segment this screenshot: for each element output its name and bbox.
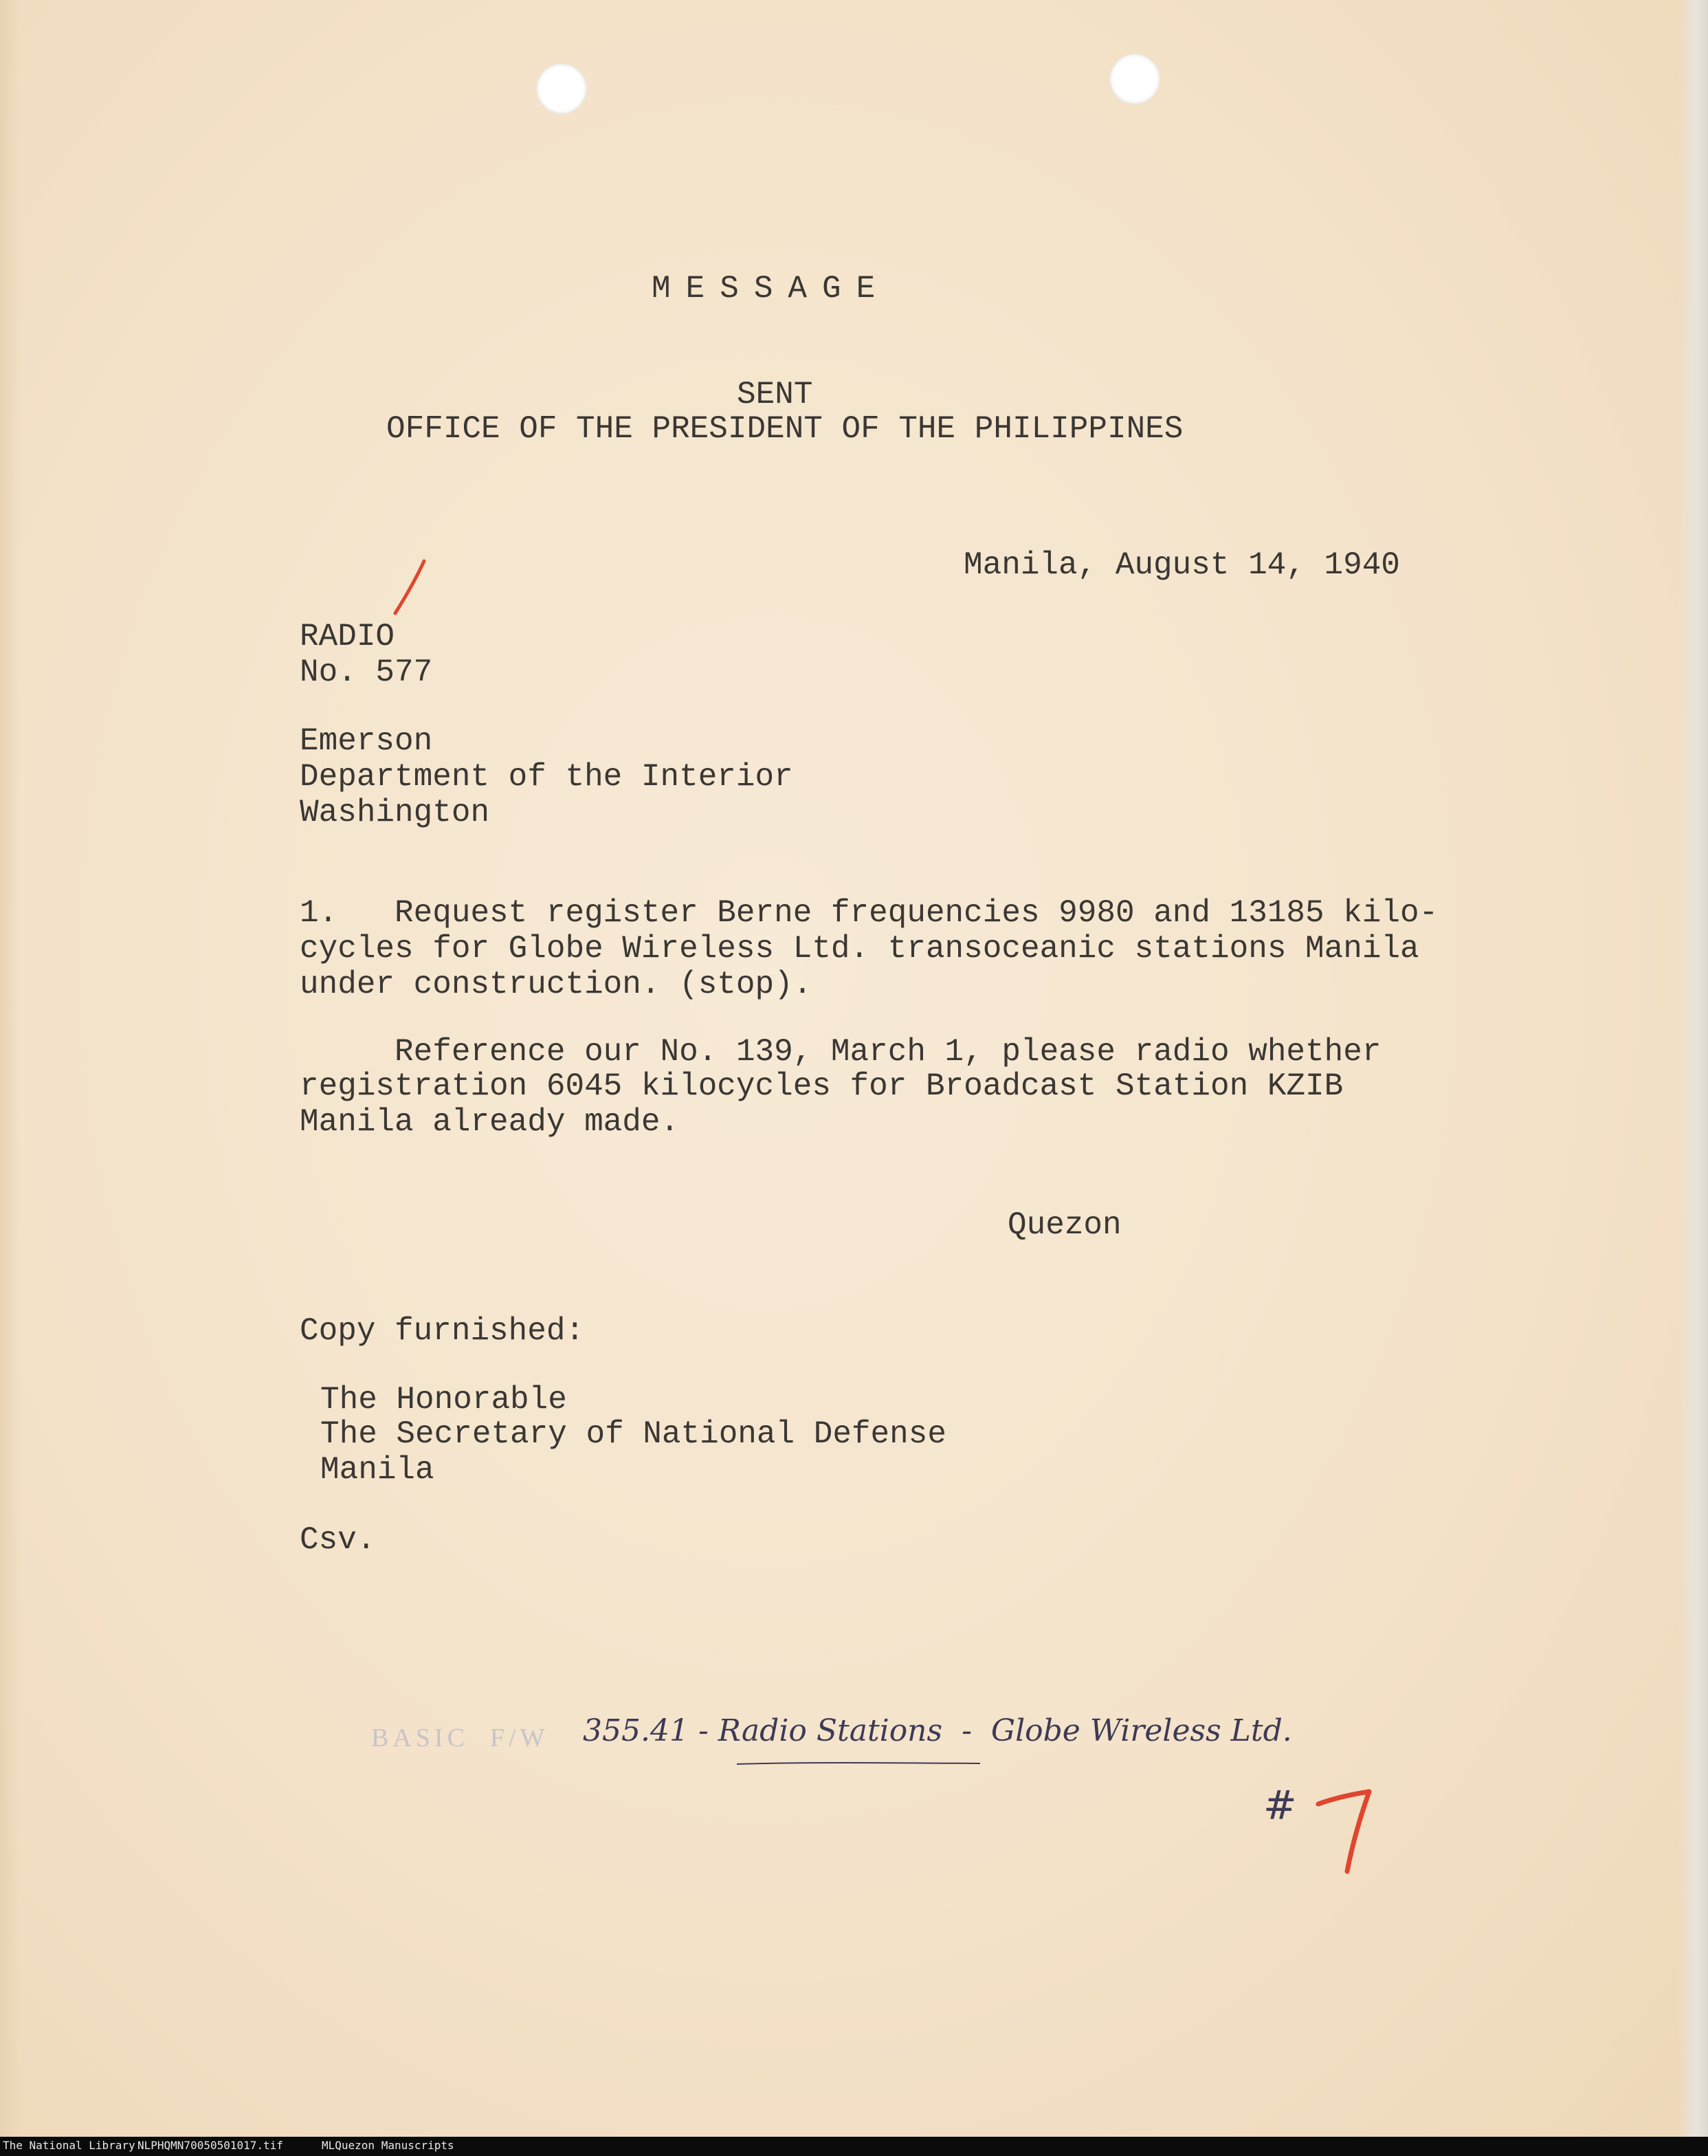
radio-label: RADIO: [300, 619, 395, 654]
handwritten-number-text: [0, 0, 1, 1]
paragraph-2-line-1: Reference our No. 139, March 1, please radio whether: [300, 1034, 1382, 1070]
addressee-name: Emerson: [300, 723, 433, 759]
typist-initials: Csv.: [300, 1522, 376, 1558]
office-title: OFFICE OF THE PRESIDENT OF THE PHILIPPINES: [386, 411, 1184, 447]
message-heading: MESSAGE: [652, 271, 891, 307]
copy-recipient-title: The Honorable: [320, 1382, 567, 1418]
paragraph-2-line-2: registration 6045 kilocycles for Broadcast Station KZIB: [300, 1068, 1344, 1104]
footer-file: NLPHQMN70050501017.tif: [137, 2139, 283, 2152]
paragraph-1-line-3: under construction. (stop).: [300, 967, 812, 1002]
filing-stamp: BASIC F/W: [371, 1724, 549, 1752]
paper-right-edge: [1678, 0, 1708, 2137]
footer-collection: MLQuezon Manuscripts: [322, 2139, 454, 2152]
footer-library: The National Library: [3, 2139, 135, 2152]
signature-name: Quezon: [1008, 1207, 1122, 1243]
punch-hole-left: [536, 63, 587, 114]
copy-furnished-label: Copy furnished:: [300, 1313, 585, 1349]
copy-recipient-city: Manila: [320, 1452, 434, 1488]
paragraph-1-line-1: 1. Request register Berne frequencies 9980 and 13185 kilo-: [300, 895, 1439, 931]
paragraph-2-line-3: Manila already made.: [300, 1104, 680, 1140]
handwritten-underline: [735, 1760, 983, 1767]
archive-footer: [0, 2137, 1708, 2156]
copy-recipient-office: The Secretary of National Defense: [320, 1416, 946, 1452]
red-handwritten-seven: [1306, 1774, 1382, 1877]
addressee-department: Department of the Interior: [300, 759, 793, 795]
paper-left-edge: [0, 0, 21, 2137]
sent-label: SENT: [737, 377, 813, 412]
radio-number: No. 577: [300, 654, 433, 690]
punch-hole-right: [1109, 54, 1160, 104]
dateline: Manila, August 14, 1940: [964, 547, 1400, 583]
handwritten-hash: #: [1263, 1782, 1297, 1829]
red-check-mark: [381, 557, 436, 619]
paragraph-1-line-2: cycles for Globe Wireless Ltd. transoceanic stations Manila: [300, 931, 1419, 967]
addressee-city: Washington: [300, 795, 490, 830]
handwritten-file-reference: 355.41 - Radio Stations - Globe Wireless Ltd.: [583, 1713, 1292, 1748]
